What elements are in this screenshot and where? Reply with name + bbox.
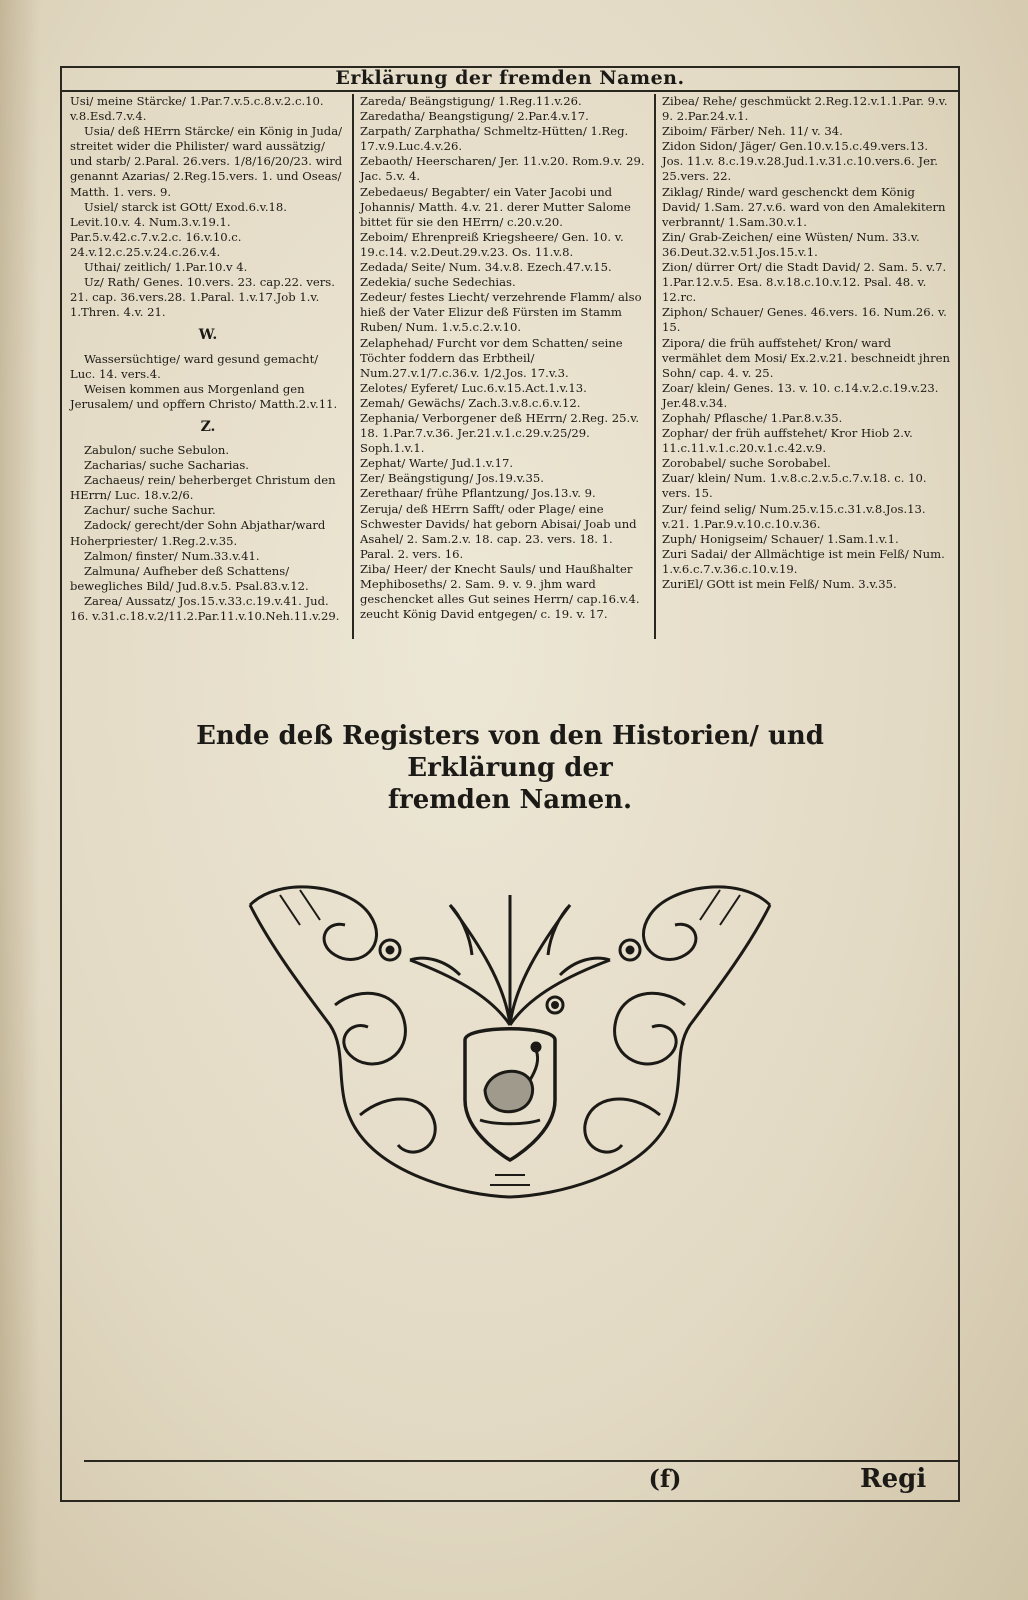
index-columns bbox=[64, 94, 956, 639]
index-entry: Zephania/ Verborgener deß HErrn/ 2.Reg. 25.v. 18. 1.Par.7.v.36. Jer.21.v.1.c.29.v.25/29. Soph.1.v.1. bbox=[360, 410, 640, 456]
index-entry: Zabulon/ suche Sebulon. bbox=[84, 442, 230, 457]
floral-ornament-icon bbox=[240, 875, 780, 1205]
index-entry: Zalmon/ finster/ Num.33.v.41. bbox=[84, 548, 260, 563]
index-entry: Zarea/ Aussatz/ Jos.15.v.33.c.19.v.41. Jud. 16. v.31.c.18.v.2/11.2.Par.11.v.10.Neh.11.v.29. bbox=[70, 593, 340, 623]
index-entry: Zuri Sadai/ der Allmächtige ist mein Felß/ Num. 1.v.6.c.7.v.36.c.10.v.19. bbox=[662, 546, 945, 576]
index-entry: Zophar/ der früh auffstehet/ Kror Hiob 2.v. 11.c.11.v.1.c.20.v.1.c.42.v.9. bbox=[662, 426, 913, 456]
index-entry: Zibea/ Rehe/ geschmückt 2.Reg.12.v.1.1.Par. 9.v. 9. 2.Par.24.v.1. bbox=[662, 94, 948, 124]
index-entry: Zipora/ die früh auffstehet/ Kron/ ward vermählet dem Mosi/ Ex.2.v.21. beschneidt jhren Sohn/ cap. 4. v. 25. bbox=[662, 335, 950, 380]
ending-heading bbox=[150, 720, 870, 816]
index-entry: Zalmuna/ Aufheber deß Schattens/ bewegliches Bild/ Jud.8.v.5. Psal.83.v.12. bbox=[70, 563, 309, 593]
header-rule bbox=[60, 90, 960, 92]
index-entry: Zur/ feind selig/ Num.25.v.15.c.31.v.8.Jos.13. v.21. 1.Par.9.v.10.c.10.v.36. bbox=[662, 501, 926, 531]
index-entry: Usi/ meine Stärcke/ 1.Par.7.v.5.c.8.v.2.c.10. v.8.Esd.7.v.4. bbox=[70, 94, 324, 124]
index-entry: Zaredatha/ Beangstigung/ 2.Par.4.v.17. bbox=[360, 109, 589, 124]
index-entry: Usia/ deß HErrn Stärcke/ ein König in Juda/ streitet wider die Philister/ ward aussätzig/ und starb/ 2.Paral. 26.vers. 1/8/16/20/23. wird genannt Azarias/ 2.Reg.15.vers. 1. und Oseas/ Matth. 1. vers. 9. bbox=[70, 124, 343, 199]
page-edge-shadow bbox=[0, 0, 40, 1600]
ending-line-2: fremden Namen. bbox=[387, 785, 633, 815]
index-entry: Zacharias/ suche Sacharias. bbox=[84, 458, 249, 473]
index-entry: Zelaphehad/ Furcht vor dem Schatten/ seine Töchter foddern das Erbtheil/ Num.27.v.1/7.c.36.v. 1/2.Jos. 17.v.3. bbox=[360, 335, 623, 380]
index-entry: Uthai/ zeitlich/ 1.Par.10.v 4. bbox=[84, 260, 248, 275]
footer-rule bbox=[84, 1460, 960, 1462]
column-2 bbox=[354, 94, 656, 639]
index-entry: Zebedaeus/ Begabter/ ein Vater Jacobi und Johannis/ Matth. 4.v. 21. derer Mutter Salome bittet für sie den HErrn/ c.20.v.20. bbox=[360, 184, 631, 229]
index-entry: Wassersüchtige/ ward gesund gemacht/ Luc. 14. vers.4. bbox=[70, 351, 319, 381]
index-entry: Zidon Sidon/ Jäger/ Gen.10.v.15.c.49.vers.13. Jos. 11.v. 8.c.19.v.28.Jud.1.v.31.c.10.vers.6. Jer. 25.vers. 22. bbox=[662, 139, 938, 184]
index-entry: Zuph/ Honigseim/ Schauer/ 1.Sam.1.v.1. bbox=[662, 531, 899, 546]
section-letter-z: Z. bbox=[200, 418, 216, 435]
index-entry: Zoar/ klein/ Genes. 13. v. 10. c.14.v.2.c.19.v.23. Jer.48.v.34. bbox=[662, 380, 939, 410]
ending-line-1: Ende deß Registers von den Historien/ und Erklärung der bbox=[196, 721, 824, 783]
index-entry: Zedada/ Seite/ Num. 34.v.8. Ezech.47.v.15. bbox=[360, 260, 612, 275]
catchword: Regi bbox=[860, 1464, 927, 1494]
index-entry: Zedekia/ suche Sedechias. bbox=[360, 275, 516, 290]
section-letter-w: W. bbox=[198, 327, 218, 344]
column-1 bbox=[64, 94, 354, 639]
index-entry: Ziklag/ Rinde/ ward geschenckt dem König David/ 1.Sam. 27.v.6. ward von den Amalekitern verbrannt/ 1.Sam.30.v.1. bbox=[662, 184, 946, 229]
index-entry: Zadock/ gerecht/der Sohn Abjathar/ward Hoherpriester/ 1.Reg.2.v.35. bbox=[70, 518, 326, 548]
index-entry: Zin/ Grab-Zeichen/ eine Wüsten/ Num. 33.v. 36.Deut.32.v.51.Jos.15.v.1. bbox=[662, 229, 920, 259]
index-entry: Weisen kommen aus Morgenland gen Jerusalem/ und opffern Christo/ Matth.2.v.11. bbox=[70, 381, 338, 411]
index-entry: Zer/ Beängstigung/ Jos.19.v.35. bbox=[360, 471, 544, 486]
index-entry: Zedeur/ festes Liecht/ verzehrende Flamm/ also hieß der Vater Elizur deß Fürsten im Stamm Ruben/ Num. 1.v.5.c.2.v.10. bbox=[360, 290, 642, 335]
index-entry: Zelotes/ Eyferet/ Luc.6.v.15.Act.1.v.13. bbox=[360, 380, 587, 395]
index-entry: Zebaoth/ Heerscharen/ Jer. 11.v.20. Rom.9.v. 29. Jac. 5.v. 4. bbox=[360, 154, 645, 184]
column-3 bbox=[656, 94, 956, 639]
index-entry: Zeboim/ Ehrenpreiß Kriegsheere/ Gen. 10. v. 19.c.14. v.2.Deut.29.v.23. Os. 11.v.8. bbox=[360, 229, 624, 259]
index-entry: Zephat/ Warte/ Jud.1.v.17. bbox=[360, 456, 514, 471]
index-entry: Ziboim/ Färber/ Neh. 11/ v. 34. bbox=[662, 124, 843, 139]
signature-mark: (f) bbox=[648, 1464, 682, 1493]
index-entry: Uz/ Rath/ Genes. 10.vers. 23. cap.22. vers. 21. cap. 36.vers.28. 1.Paral. 1.v.17.Job 1.v. 1.Thren. 4.v. 21. bbox=[70, 275, 335, 320]
index-entry: Ziphon/ Schauer/ Genes. 46.vers. 16. Num.26. v. 15. bbox=[662, 305, 947, 335]
index-entry: Zorobabel/ suche Sorobabel. bbox=[662, 456, 831, 471]
index-entry: Zachur/ suche Sachur. bbox=[84, 503, 216, 518]
index-entry: Zeruja/ deß HErrn Safft/ oder Plage/ eine Schwester Davids/ hat geborn Abisai/ Joab und Asahel/ 2. Sam.2.v. 18. cap. 23. vers. 18. 1. Paral. 2. vers. 16. bbox=[360, 501, 637, 561]
running-head: Erklärung der fremden Namen. bbox=[335, 67, 685, 89]
index-entry: Zerethaar/ frühe Pflantzung/ Jos.13.v. 9. bbox=[360, 486, 596, 501]
index-entry: Zemah/ Gewächs/ Zach.3.v.8.c.6.v.12. bbox=[360, 395, 581, 410]
index-entry: Zophah/ Pflasche/ 1.Par.8.v.35. bbox=[662, 410, 843, 425]
index-entry: Zareda/ Beängstigung/ 1.Reg.11.v.26. bbox=[360, 94, 582, 108]
index-entry: Ziba/ Heer/ der Knecht Sauls/ und Haußhalter Mephiboseths/ 2. Sam. 9. v. 9. jhm ward geschencket alles Gut seines Herrn/ cap.16.v.4. zeucht König David entgegen/ c. 19. v. 17. bbox=[360, 561, 640, 622]
index-entry: Zuar/ klein/ Num. 1.v.8.c.2.v.5.c.7.v.18. c. 10. vers. 15. bbox=[662, 471, 927, 501]
index-entry: ZuriEl/ GOtt ist mein Felß/ Num. 3.v.35. bbox=[662, 577, 897, 591]
index-entry: Usiel/ starck ist GOtt/ Exod.6.v.18. Levit.10.v. 4. Num.3.v.19.1. Par.5.v.42.c.7.v.2.c. 16.v.10.c. 24.v.12.c.25.v.24.c.26.v.4. bbox=[70, 199, 287, 259]
index-entry: Zachaeus/ rein/ beherberget Christum den HErrn/ Luc. 18.v.2/6. bbox=[70, 473, 336, 503]
index-entry: Zion/ dürrer Ort/ die Stadt David/ 2. Sam. 5. v.7. 1.Par.12.v.5. Esa. 8.v.18.c.10.v.12. Psal. 48. v. 12.rc. bbox=[662, 260, 947, 305]
index-entry: Zarpath/ Zarphatha/ Schmeltz-Hütten/ 1.Reg. 17.v.9.Luc.4.v.26. bbox=[360, 124, 629, 154]
